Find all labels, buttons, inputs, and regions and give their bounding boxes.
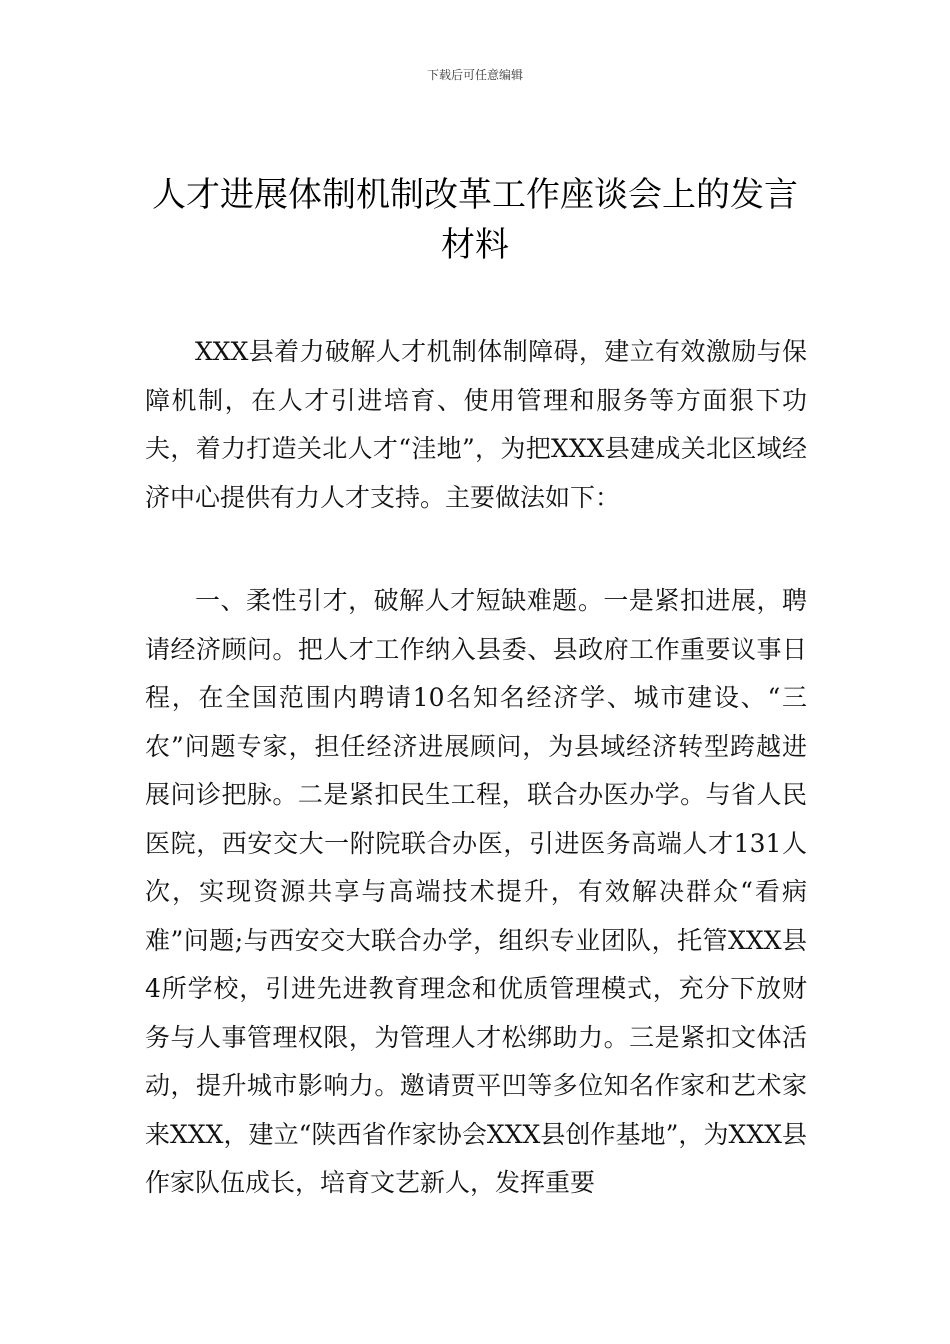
body-paragraph: XXX县着力破解人才机制体制障碍，建立有效激励与保障机制，在人才引进培育、使用管理和服务等方面狠下功夫，着力打造关北人才“洼地”，为把XXX县建成关北区域经济中心提供有力人才支持。主要做法如下： [145,337,807,512]
body-paragraph: 一、柔性引才，破解人才短缺难题。一是紧扣进展，聘请经济顾问。把人才工作纳入县委、县政府工作重要议事日程，在全国范围内聘请10名知名经济学、城市建设、“三农”问题专家，担任经济进展顾问，为县域经济转型跨越进展问诊把脉。二是紧扣民生工程，联合办医办学。与省人民医院，西安交大一附院联合办医，引进医务高端人才131人次，实现资源共享与高端技术提升，有效解决群众“看病难”问题;与西安交大联合办学，组织专业团队，托管XXX县4所学校，引进先进教育理念和优质管理模式，充分下放财务与人事管理权限，为管理人才松绑助力。三是紧扣文体活动，提升城市影响力。邀请贾平凹等多位知名作家和艺术家来XXX，建立“陕西省作家协会XXX县创作基地”，为XXX县作家队伍成长，培育文艺新人，发挥重要 [145,586,807,1197]
document-title: 人才进展体制机制改革工作座谈会上的发言材料 [152,175,798,265]
page-header-note: 下载后可任意编辑 [426,68,523,82]
